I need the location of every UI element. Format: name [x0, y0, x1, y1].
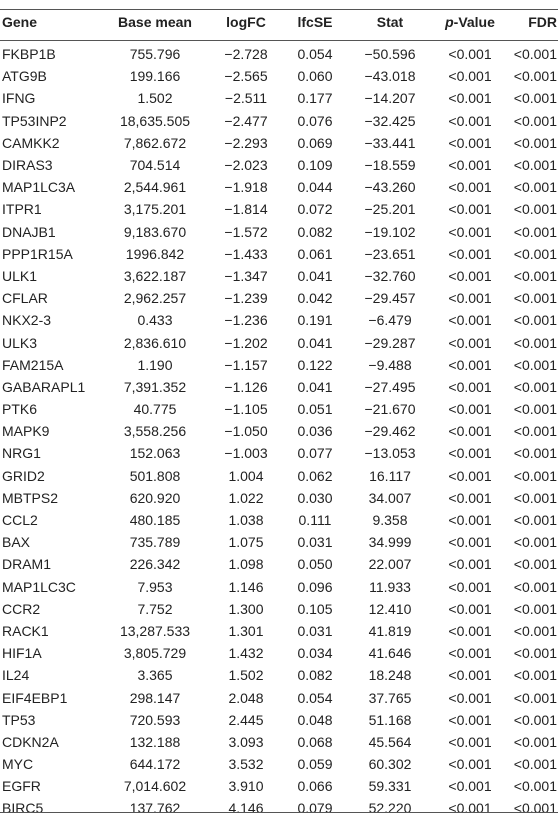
cell-stat: 34.007 — [368, 489, 412, 506]
cell-logfc: −1.157 — [224, 356, 268, 373]
cell-gene: FAM215A — [2, 356, 64, 373]
cell-base-mean: 2,544.961 — [123, 179, 187, 196]
cell-lfcse: 0.060 — [297, 68, 333, 85]
table-row — [0, 598, 558, 620]
cell-fdr: <0.001 — [513, 756, 557, 773]
header-base-mean: Base mean — [118, 14, 192, 30]
cell-lfcse: 0.082 — [297, 667, 333, 684]
cell-stat: −32.760 — [364, 267, 416, 284]
cell-gene: NKX2-3 — [2, 312, 52, 329]
cell-logfc: −1.239 — [224, 290, 268, 307]
cell-stat: −9.488 — [368, 356, 412, 373]
cell-gene: MAP1LC3A — [2, 179, 76, 196]
cell-gene: MAP1LC3C — [2, 578, 76, 595]
cell-base-mean: 13,287.533 — [119, 622, 191, 639]
cell-pvalue: <0.001 — [448, 445, 492, 462]
cell-pvalue: <0.001 — [448, 756, 492, 773]
cell-lfcse: 0.044 — [297, 179, 333, 196]
cell-lfcse: 0.122 — [297, 356, 333, 373]
header-lfcse: lfcSE — [297, 14, 333, 30]
cell-lfcse: 0.079 — [297, 800, 333, 817]
cell-logfc: 1.022 — [228, 489, 264, 506]
cell-base-mean: 3,558.256 — [123, 423, 187, 440]
table-row — [0, 620, 558, 642]
cell-pvalue: <0.001 — [448, 334, 492, 351]
cell-pvalue: <0.001 — [448, 267, 492, 284]
cell-fdr: <0.001 — [513, 201, 557, 218]
table-row — [0, 176, 558, 198]
cell-gene: EIF4EBP1 — [2, 689, 68, 706]
table-row — [0, 43, 558, 65]
cell-logfc: −2.023 — [224, 157, 268, 174]
cell-stat: −43.018 — [364, 68, 416, 85]
cell-lfcse: 0.041 — [297, 378, 333, 395]
cell-gene: ULK3 — [2, 334, 38, 351]
cell-fdr: <0.001 — [513, 733, 557, 750]
cell-base-mean: 40.775 — [133, 401, 177, 418]
cell-base-mean: 152.063 — [129, 445, 181, 462]
table-row — [0, 110, 558, 132]
cell-pvalue: <0.001 — [448, 733, 492, 750]
cell-gene: ULK1 — [2, 267, 38, 284]
bottom-rule — [0, 812, 558, 813]
cell-base-mean: 2,962.257 — [123, 290, 187, 307]
cell-lfcse: 0.066 — [297, 778, 333, 795]
cell-lfcse: 0.036 — [297, 423, 333, 440]
cell-base-mean: 755.796 — [129, 46, 181, 63]
cell-lfcse: 0.031 — [297, 534, 333, 551]
cell-stat: 60.302 — [368, 756, 412, 773]
table-row — [0, 686, 558, 708]
cell-fdr: <0.001 — [513, 378, 557, 395]
cell-base-mean: 735.789 — [129, 534, 181, 551]
cell-pvalue: <0.001 — [448, 378, 492, 395]
cell-stat: −29.287 — [364, 334, 416, 351]
cell-logfc: 1.038 — [228, 512, 264, 529]
cell-gene: PPP1R15A — [2, 245, 73, 262]
table-row — [0, 553, 558, 575]
cell-pvalue: <0.001 — [448, 46, 492, 63]
cell-pvalue: <0.001 — [448, 711, 492, 728]
cell-stat: −18.559 — [364, 157, 416, 174]
cell-logfc: −1.105 — [224, 401, 268, 418]
table-row — [0, 87, 558, 109]
cell-gene: CCL2 — [2, 512, 38, 529]
cell-base-mean: 18,635.505 — [119, 112, 191, 129]
cell-logfc: −2.293 — [224, 134, 268, 151]
cell-base-mean: 199.166 — [129, 68, 181, 85]
cell-logfc: 2.445 — [228, 711, 264, 728]
table-row — [0, 198, 558, 220]
cell-fdr: <0.001 — [513, 290, 557, 307]
cell-lfcse: 0.048 — [297, 711, 333, 728]
cell-fdr: <0.001 — [513, 467, 557, 484]
cell-lfcse: 0.077 — [297, 445, 333, 462]
cell-lfcse: 0.177 — [297, 90, 333, 107]
table-row — [0, 509, 558, 531]
cell-pvalue: <0.001 — [448, 90, 492, 107]
cell-base-mean: 7,391.352 — [123, 378, 187, 395]
cell-pvalue: <0.001 — [448, 600, 492, 617]
cell-fdr: <0.001 — [513, 112, 557, 129]
cell-pvalue: <0.001 — [448, 467, 492, 484]
cell-logfc: 1.075 — [228, 534, 264, 551]
cell-lfcse: 0.068 — [297, 733, 333, 750]
cell-pvalue: <0.001 — [448, 622, 492, 639]
cell-gene: ATG9B — [2, 68, 47, 85]
cell-stat: −29.462 — [364, 423, 416, 440]
table-row — [0, 797, 558, 819]
cell-stat: −32.425 — [364, 112, 416, 129]
cell-base-mean: 226.342 — [129, 556, 181, 573]
cell-base-mean: 137.762 — [129, 800, 181, 817]
cell-logfc: 3.532 — [228, 756, 264, 773]
cell-base-mean: 7.752 — [137, 600, 173, 617]
cell-fdr: <0.001 — [513, 512, 557, 529]
cell-pvalue: <0.001 — [448, 645, 492, 662]
cell-stat: 12.410 — [368, 600, 412, 617]
table-row — [0, 376, 558, 398]
header-stat: Stat — [376, 14, 404, 30]
table-row — [0, 709, 558, 731]
cell-base-mean: 3,175.201 — [123, 201, 187, 218]
cell-pvalue: <0.001 — [448, 489, 492, 506]
table-row — [0, 465, 558, 487]
cell-lfcse: 0.034 — [297, 645, 333, 662]
cell-pvalue: <0.001 — [448, 534, 492, 551]
cell-stat: 22.007 — [368, 556, 412, 573]
cell-fdr: <0.001 — [513, 134, 557, 151]
cell-stat: −29.457 — [364, 290, 416, 307]
cell-fdr: <0.001 — [513, 556, 557, 573]
cell-logfc: 3.093 — [228, 733, 264, 750]
table-row — [0, 287, 558, 309]
table-row — [0, 309, 558, 331]
cell-gene: HIF1A — [2, 645, 42, 662]
cell-logfc: −2.511 — [224, 90, 268, 107]
table-row — [0, 576, 558, 598]
cell-base-mean: 501.808 — [129, 467, 181, 484]
cell-gene: NRG1 — [2, 445, 41, 462]
cell-gene: MAPK9 — [2, 423, 50, 440]
cell-gene: MYC — [2, 756, 34, 773]
cell-lfcse: 0.041 — [297, 267, 333, 284]
cell-lfcse: 0.072 — [297, 201, 333, 218]
cell-gene: DNAJB1 — [2, 223, 56, 240]
cell-pvalue: <0.001 — [448, 68, 492, 85]
cell-stat: −14.207 — [364, 90, 416, 107]
cell-lfcse: 0.050 — [297, 556, 333, 573]
cell-lfcse: 0.069 — [297, 134, 333, 151]
cell-gene: CAMKK2 — [2, 134, 60, 151]
cell-fdr: <0.001 — [513, 245, 557, 262]
cell-fdr: <0.001 — [513, 489, 557, 506]
cell-fdr: <0.001 — [513, 401, 557, 418]
cell-gene: DRAM1 — [2, 556, 52, 573]
cell-pvalue: <0.001 — [448, 134, 492, 151]
cell-lfcse: 0.030 — [297, 489, 333, 506]
cell-stat: 51.168 — [368, 711, 412, 728]
cell-stat: 41.646 — [368, 645, 412, 662]
table-row — [0, 354, 558, 376]
cell-fdr: <0.001 — [513, 534, 557, 551]
cell-fdr: <0.001 — [513, 689, 557, 706]
cell-gene: TP53 — [2, 711, 36, 728]
cell-logfc: 1.301 — [228, 622, 264, 639]
cell-lfcse: 0.051 — [297, 401, 333, 418]
cell-gene: IFNG — [2, 90, 36, 107]
table-row — [0, 154, 558, 176]
table-row — [0, 642, 558, 664]
cell-logfc: −2.728 — [224, 46, 268, 63]
cell-stat: 59.331 — [368, 778, 412, 795]
cell-base-mean: 0.433 — [137, 312, 173, 329]
cell-stat: 45.564 — [368, 733, 412, 750]
cell-base-mean: 7,862.672 — [123, 134, 187, 151]
cell-gene: GABARAPL1 — [2, 378, 86, 395]
cell-base-mean: 704.514 — [129, 157, 181, 174]
cell-pvalue: <0.001 — [448, 401, 492, 418]
cell-stat: 11.933 — [369, 578, 411, 595]
cell-base-mean: 3,805.729 — [123, 645, 187, 662]
cell-lfcse: 0.082 — [297, 223, 333, 240]
table-row — [0, 664, 558, 686]
cell-fdr: <0.001 — [513, 356, 557, 373]
cell-base-mean: 1.502 — [137, 90, 173, 107]
cell-stat: −13.053 — [364, 445, 416, 462]
cell-lfcse: 0.054 — [297, 46, 333, 63]
cell-lfcse: 0.054 — [297, 689, 333, 706]
cell-logfc: −2.565 — [224, 68, 268, 85]
table-row — [0, 221, 558, 243]
cell-pvalue: <0.001 — [448, 667, 492, 684]
cell-fdr: <0.001 — [513, 445, 557, 462]
cell-base-mean: 3.365 — [137, 667, 173, 684]
cell-fdr: <0.001 — [513, 267, 557, 284]
cell-gene: PTK6 — [2, 401, 38, 418]
cell-pvalue: <0.001 — [448, 179, 492, 196]
header-logfc: logFC — [226, 14, 266, 30]
table-row — [0, 731, 558, 753]
cell-logfc: 1.432 — [228, 645, 264, 662]
cell-fdr: <0.001 — [513, 68, 557, 85]
header-pvalue — [432, 15, 508, 29]
cell-lfcse: 0.041 — [297, 334, 333, 351]
table-row — [0, 420, 558, 442]
cell-logfc: 1.098 — [228, 556, 264, 573]
cell-gene: GRID2 — [2, 467, 45, 484]
cell-logfc: −1.126 — [224, 378, 268, 395]
table-row — [0, 442, 558, 464]
cell-stat: −21.670 — [364, 401, 416, 418]
table-row — [0, 531, 558, 553]
cell-fdr: <0.001 — [513, 800, 557, 817]
cell-logfc: 1.502 — [228, 667, 264, 684]
cell-pvalue: <0.001 — [448, 556, 492, 573]
cell-base-mean: 2,836.610 — [123, 334, 187, 351]
cell-lfcse: 0.076 — [297, 112, 333, 129]
cell-logfc: −1.814 — [224, 201, 268, 218]
table-body — [0, 43, 558, 820]
cell-pvalue: <0.001 — [448, 512, 492, 529]
cell-pvalue: <0.001 — [448, 778, 492, 795]
cell-logfc: −1.433 — [224, 245, 268, 262]
cell-pvalue: <0.001 — [448, 245, 492, 262]
cell-gene: MBTPS2 — [2, 489, 59, 506]
header-gene: Gene — [2, 14, 38, 30]
cell-lfcse: 0.096 — [297, 578, 333, 595]
cell-gene: FKBP1B — [2, 46, 56, 63]
cell-base-mean: 1996.842 — [125, 245, 185, 262]
cell-fdr: <0.001 — [513, 90, 557, 107]
cell-pvalue: <0.001 — [448, 112, 492, 129]
cell-stat: −6.479 — [368, 312, 412, 329]
cell-gene: BIRC5 — [2, 800, 44, 817]
table-row — [0, 398, 558, 420]
cell-logfc: 1.300 — [228, 600, 264, 617]
cell-lfcse: 0.109 — [297, 157, 333, 174]
cell-stat: 9.358 — [372, 512, 408, 529]
cell-fdr: <0.001 — [513, 645, 557, 662]
table-row — [0, 132, 558, 154]
cell-fdr: <0.001 — [513, 223, 557, 240]
header-fdr: FDR — [528, 14, 557, 30]
cell-pvalue: <0.001 — [448, 356, 492, 373]
cell-pvalue: <0.001 — [448, 312, 492, 329]
header-pvalue-rest: -Value — [453, 14, 495, 30]
cell-gene: CCR2 — [2, 600, 41, 617]
cell-lfcse: 0.042 — [297, 290, 333, 307]
table-row — [0, 753, 558, 775]
table-header — [0, 9, 558, 35]
header-rule — [0, 40, 558, 41]
table-row — [0, 331, 558, 353]
cell-logfc: −1.003 — [224, 445, 268, 462]
table-row — [0, 487, 558, 509]
cell-fdr: <0.001 — [513, 600, 557, 617]
cell-logfc: −2.477 — [224, 112, 268, 129]
cell-lfcse: 0.031 — [297, 622, 333, 639]
cell-stat: 37.765 — [368, 689, 412, 706]
cell-stat: −27.495 — [364, 378, 416, 395]
table-row — [0, 243, 558, 265]
cell-gene: TP53INP2 — [2, 112, 67, 129]
cell-pvalue: <0.001 — [448, 157, 492, 174]
cell-stat: −25.201 — [364, 201, 416, 218]
cell-fdr: <0.001 — [513, 667, 557, 684]
cell-stat: 34.999 — [368, 534, 412, 551]
cell-gene: IL24 — [2, 667, 30, 684]
cell-pvalue: <0.001 — [448, 800, 492, 817]
cell-lfcse: 0.061 — [297, 245, 333, 262]
cell-logfc: −1.918 — [224, 179, 268, 196]
cell-base-mean: 9,183.670 — [123, 223, 187, 240]
cell-stat: −50.596 — [364, 46, 416, 63]
cell-logfc: −1.347 — [224, 267, 268, 284]
cell-fdr: <0.001 — [513, 46, 557, 63]
cell-base-mean: 132.188 — [129, 733, 181, 750]
cell-fdr: <0.001 — [513, 157, 557, 174]
cell-base-mean: 620.920 — [129, 489, 181, 506]
cell-fdr: <0.001 — [513, 312, 557, 329]
cell-base-mean: 480.185 — [129, 512, 181, 529]
cell-base-mean: 3,622.187 — [123, 267, 187, 284]
gene-table — [0, 9, 558, 820]
cell-gene: CFLAR — [2, 290, 48, 307]
cell-pvalue: <0.001 — [448, 201, 492, 218]
cell-gene: CDKN2A — [2, 733, 59, 750]
cell-logfc: −1.236 — [224, 312, 268, 329]
cell-stat: 41.819 — [368, 622, 412, 639]
cell-base-mean: 644.172 — [129, 756, 181, 773]
cell-pvalue: <0.001 — [448, 578, 492, 595]
table-row — [0, 775, 558, 797]
cell-base-mean: 7.953 — [137, 578, 173, 595]
cell-logfc: 4.146 — [228, 800, 264, 817]
cell-logfc: −1.050 — [224, 423, 268, 440]
cell-stat: 16.117 — [369, 467, 411, 484]
cell-logfc: 3.910 — [228, 778, 264, 795]
cell-base-mean: 720.593 — [129, 711, 181, 728]
cell-logfc: −1.572 — [224, 223, 268, 240]
cell-stat: −43.260 — [364, 179, 416, 196]
cell-lfcse: 0.062 — [297, 467, 333, 484]
cell-fdr: <0.001 — [513, 622, 557, 639]
cell-fdr: <0.001 — [513, 711, 557, 728]
cell-lfcse: 0.111 — [298, 512, 332, 529]
cell-pvalue: <0.001 — [448, 223, 492, 240]
cell-pvalue: <0.001 — [448, 423, 492, 440]
table-row — [0, 65, 558, 87]
cell-base-mean: 7,014.602 — [123, 778, 187, 795]
cell-lfcse: 0.059 — [297, 756, 333, 773]
cell-gene: EGFR — [2, 778, 41, 795]
cell-base-mean: 298.147 — [129, 689, 181, 706]
cell-gene: BAX — [2, 534, 31, 551]
cell-lfcse: 0.191 — [297, 312, 333, 329]
cell-fdr: <0.001 — [513, 179, 557, 196]
cell-gene: DIRAS3 — [2, 157, 53, 174]
cell-fdr: <0.001 — [513, 578, 557, 595]
cell-logfc: −1.202 — [224, 334, 268, 351]
cell-base-mean: 1.190 — [137, 356, 173, 373]
cell-logfc: 1.146 — [228, 578, 264, 595]
cell-stat: −33.441 — [364, 134, 416, 151]
cell-stat: −23.651 — [364, 245, 416, 262]
cell-logfc: 2.048 — [228, 689, 264, 706]
cell-gene: ITPR1 — [2, 201, 42, 218]
cell-gene: RACK1 — [2, 622, 49, 639]
cell-fdr: <0.001 — [513, 423, 557, 440]
cell-stat: 18.248 — [368, 667, 412, 684]
cell-fdr: <0.001 — [513, 334, 557, 351]
cell-logfc: 1.004 — [228, 467, 264, 484]
header-pvalue-p: p — [445, 14, 454, 30]
cell-pvalue: <0.001 — [448, 689, 492, 706]
table-row — [0, 265, 558, 287]
cell-stat: −19.102 — [364, 223, 416, 240]
cell-fdr: <0.001 — [513, 778, 557, 795]
cell-lfcse: 0.105 — [297, 600, 333, 617]
cell-pvalue: <0.001 — [448, 290, 492, 307]
cell-stat: 52.220 — [368, 800, 412, 817]
